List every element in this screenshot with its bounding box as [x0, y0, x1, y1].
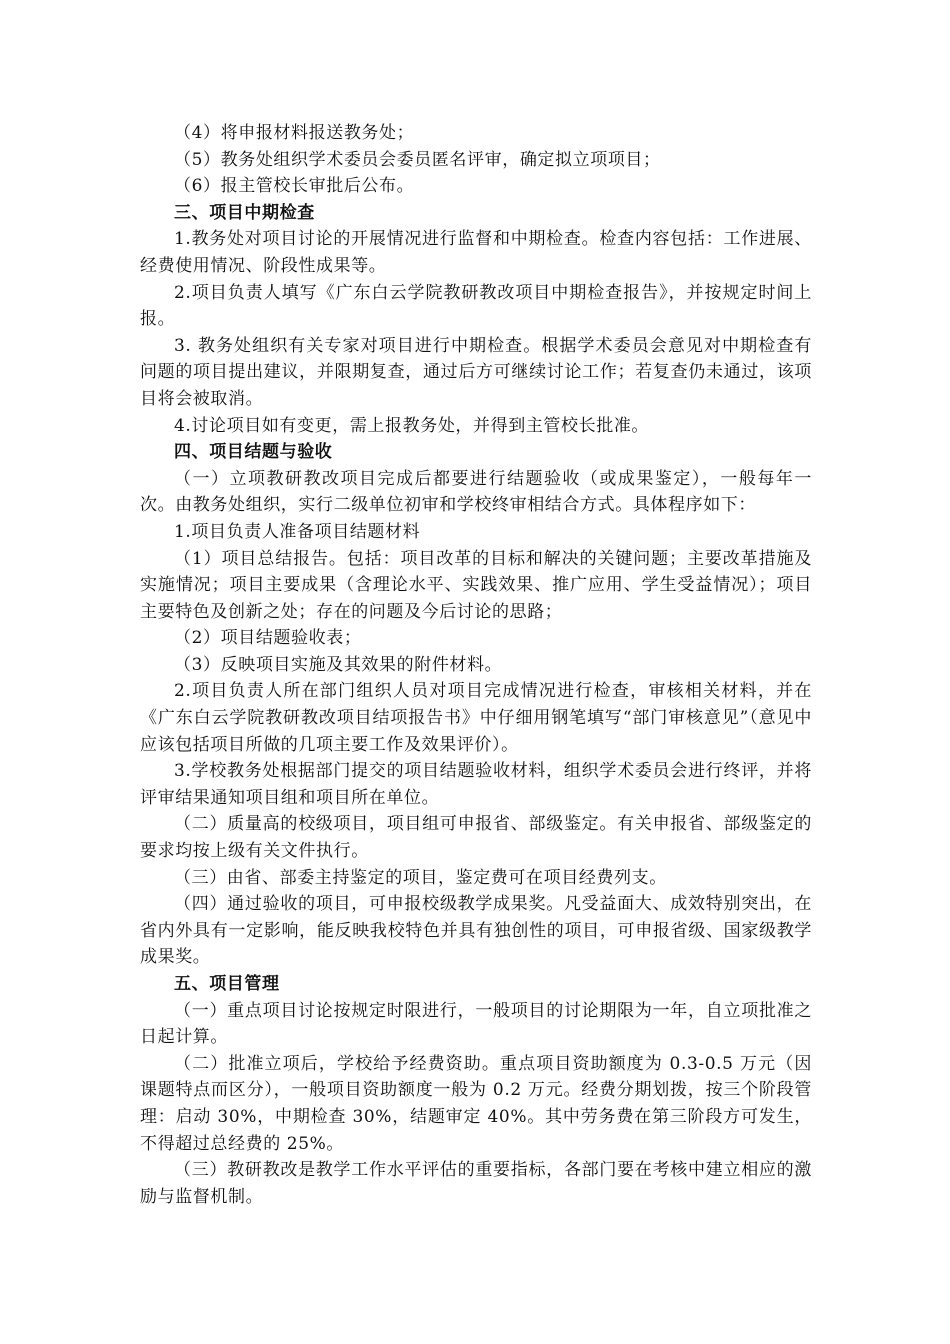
paragraph: 2.项目负责人填写《广东白云学院教研教改项目中期检查报告》，并按规定时间上报。: [140, 282, 812, 330]
paragraph: 4.讨论项目如有变更，需上报教务处，并得到主管校长批准。: [174, 415, 650, 436]
list-item: （2）项目结题验收表；: [174, 628, 362, 649]
paragraph: （1）项目总结报告。包括：项目改革的目标和解决的关键问题；主要改革措施及实施情况；项目主要成果（含理论水平、实践效果、推广应用、学生受益情况）；项目主要特色及创新之处；存在的问题及今后讨论的思路；: [140, 548, 812, 622]
paragraph: （四）通过验收的项目，可申报校级教学成果奖。凡受益面大、成效特别突出，在省内外具有一定影响，能反映我校特色并具有独创性的项目，可申报省级、国家级教学成果奖。: [140, 894, 812, 968]
paragraph: （三）教研教改是教学工作水平评估的重要指标，各部门要在考核中建立相应的激励与监督机制。: [140, 1160, 812, 1207]
section-heading-completion-acceptance: 四、项目结题与验收: [174, 442, 333, 463]
paragraph: （二）质量高的校级项目，项目组可申报省、部级鉴定。有关申报省、部级鉴定的要求均按上级有关文件执行。: [140, 814, 812, 862]
list-item: （5）教务处组织学术委员会委员匿名评审，确定拟立项项目；: [174, 149, 661, 170]
list-item: （4）将申报材料报送教务处；: [174, 123, 415, 143]
section-heading-midterm-check: 三、项目中期检查: [174, 202, 315, 223]
paragraph: 1.教务处对项目讨论的开展情况进行监督和中期检查。检查内容包括：工作进展、经费使用情况、阶段性成果等。: [140, 229, 812, 276]
paragraph: 1.项目负责人准备项目结题材料: [174, 521, 421, 542]
document-body: [140, 120, 812, 1210]
paragraph: 3. 教务处组织有关专家对项目进行中期检查。根据学术委员会意见对中期检查有问题的项目提出建议，并限期复查，通过后方可继续讨论工作；若复查仍未通过，该项目将会被取消。: [140, 335, 812, 409]
paragraph: （二）批准立项后，学校给予经费资助。重点项目资助额度为 0.3-0.5 万元（因课题特点而区分），一般项目资助额度一般为 0.2 万元。经费分期划拨，按三个阶段管理：启动 30%，中期检查 30%，结题审定 40%。其中劳务费在第三阶段方可发生，不得超过总经费的 25%。: [140, 1053, 812, 1154]
list-item: （6）报主管校长审批后公布。: [174, 176, 415, 197]
section-heading-project-management: 五、项目管理: [174, 974, 280, 994]
list-item: （3）反映项目实施及其效果的附件材料。: [174, 654, 503, 675]
paragraph: 2.项目负责人所在部门组织人员对项目完成情况进行检查，审核相关材料，并在《广东白云学院教研教改项目结项报告书》中仔细用钢笔填写“部门审核意见”（意见中应该包括项目所做的几项主要工作及效果评价）。: [140, 681, 812, 755]
paragraph: （一）重点项目讨论按规定时限进行，一般项目的讨论期限为一年，自立项批准之日起计算。: [140, 1000, 812, 1048]
paragraph: 3.学校教务处根据部门提交的项目结题验收材料，组织学术委员会进行终评，并将评审结果通知项目组和项目所在单位。: [140, 761, 812, 808]
paragraph: （三）由省、部委主持鉴定的项目，鉴定费可在项目经费列支。: [174, 867, 667, 888]
paragraph: （一）立项教研教改项目完成后都要进行结题验收（或成果鉴定），一般每年一次。由教务处组织，实行二级单位初审和学校终审相结合方式。具体程序如下：: [140, 468, 812, 516]
